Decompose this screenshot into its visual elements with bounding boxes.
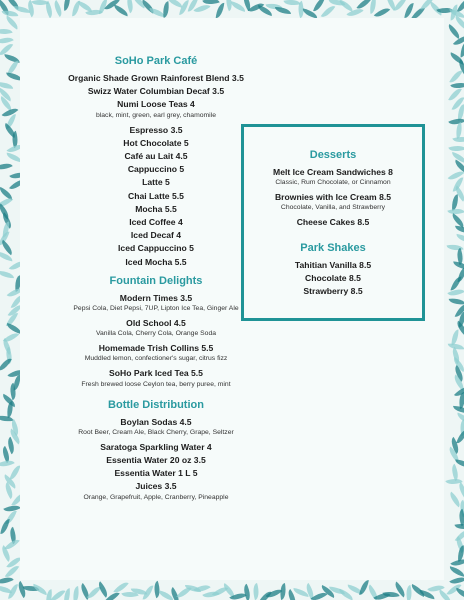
leaf-decoration xyxy=(0,271,14,278)
leaf-decoration xyxy=(0,356,12,373)
section-title: Desserts xyxy=(309,149,357,161)
menu-item-description: Classic, Rum Chocolate, or Cinnamon xyxy=(275,179,391,187)
leaf-decoration xyxy=(455,226,464,234)
menu-item: Iced Cappuccino 5 xyxy=(118,243,194,254)
menu-item-description: Muddled lemon, confectioner's sugar, citrus fizz xyxy=(84,355,228,363)
menu-item: Tahitian Vanilla 8.5 xyxy=(294,259,372,270)
menu-item-description: Orange, Grapefruit, Apple, Cranberry, Pineapple xyxy=(83,493,229,501)
menu-item: Swizz Water Columbian Decaf 3.5 xyxy=(87,86,225,97)
menu-item-description: Fresh brewed loose Ceylon tea, berry puree, mint xyxy=(81,380,231,388)
menu-item: Essentia Water 20 oz 3.5 xyxy=(106,455,206,466)
menu-item: Iced Coffee 4 xyxy=(129,217,183,228)
menu-item: Strawberry 8.5 xyxy=(303,286,363,297)
leaf-decoration xyxy=(460,42,464,58)
menu-item: Latte 5 xyxy=(142,177,170,188)
leaf-decoration xyxy=(161,1,170,18)
menu-item: SoHo Park Iced Tea 5.5 xyxy=(109,368,203,379)
leaf-decoration xyxy=(456,234,464,243)
leaf-decoration xyxy=(275,7,291,14)
menu-item: Boylan Sodas 4.5 xyxy=(120,416,192,427)
menu-item: Saratoga Sparkling Water 4 xyxy=(100,441,212,452)
menu-item: Numi Loose Teas 4 xyxy=(117,99,195,110)
menu-item: Modern Times 3.5 xyxy=(119,292,193,303)
menu-item: Organic Shade Grown Rainforest Blend 3.5 xyxy=(68,73,244,83)
menu-item-description: Pepsi Cola, Diet Pepsi, 7UP, Lipton Ice Tea, Ginger Ale xyxy=(73,305,239,313)
leaf-decoration xyxy=(454,588,464,600)
menu-item: Brownies with Ice Cream 8.5 xyxy=(274,192,392,203)
leaf-decoration xyxy=(71,586,81,600)
leaf-decoration xyxy=(0,26,13,37)
section-title: Bottle Distribution xyxy=(108,398,204,411)
menu-item: Chai Latte 5.5 xyxy=(128,190,184,201)
leaf-decoration xyxy=(216,2,225,19)
leaf-decoration xyxy=(359,579,369,596)
menu-item: Chocolate 8.5 xyxy=(305,272,361,283)
section-title: Fountain Delights xyxy=(109,274,203,287)
menu-item: Espresso 3.5 xyxy=(129,124,183,135)
menu-item: Essentia Water 1 L 5 xyxy=(114,468,198,479)
menu-item: Café au Lait 4.5 xyxy=(124,151,188,162)
menu-item-description: Chocolate, Vanilla, and Strawberry xyxy=(280,204,386,212)
menu-item: Hot Chocolate 5 xyxy=(123,137,189,148)
leaf-decoration xyxy=(63,0,71,11)
desserts-box xyxy=(241,124,425,321)
leaf-decoration xyxy=(2,9,19,18)
leaf-decoration xyxy=(8,583,18,600)
menu-item-description: Root Beer, Cream Ale, Black Cherry, Grape, Seltzer xyxy=(78,428,234,436)
menu-item: Homemade Trish Collins 5.5 xyxy=(98,343,214,354)
menu-item-description: Vanilla Cola, Cherry Cola, Orange Soda xyxy=(95,330,216,338)
menu-item: Cappuccino 5 xyxy=(127,164,185,175)
menu-item: Old School 4.5 xyxy=(126,318,186,329)
menu-item-description: black, mint, green, earl grey, chamomile xyxy=(95,111,216,119)
menu-item: Melt Ice Cream Sandwiches 8 xyxy=(273,167,393,177)
section-title: Park Shakes xyxy=(300,241,366,254)
menu-item: Mocha 5.5 xyxy=(135,203,177,214)
menu-item: Juices 3.5 xyxy=(135,481,177,492)
leaf-decoration xyxy=(143,584,154,600)
leaf-decoration xyxy=(0,160,13,173)
leaf-decoration xyxy=(278,583,288,600)
leaf-decoration xyxy=(448,566,464,576)
leaf-decoration xyxy=(1,518,10,535)
section-title: SoHo Park Café xyxy=(114,55,198,67)
leaf-decoration xyxy=(3,15,20,29)
menu-item: Iced Mocha 5.5 xyxy=(125,256,187,267)
menu-item: Cheese Cakes 8.5 xyxy=(296,217,370,228)
menu-item: Iced Decaf 4 xyxy=(130,230,182,241)
section-bottle xyxy=(28,399,284,502)
